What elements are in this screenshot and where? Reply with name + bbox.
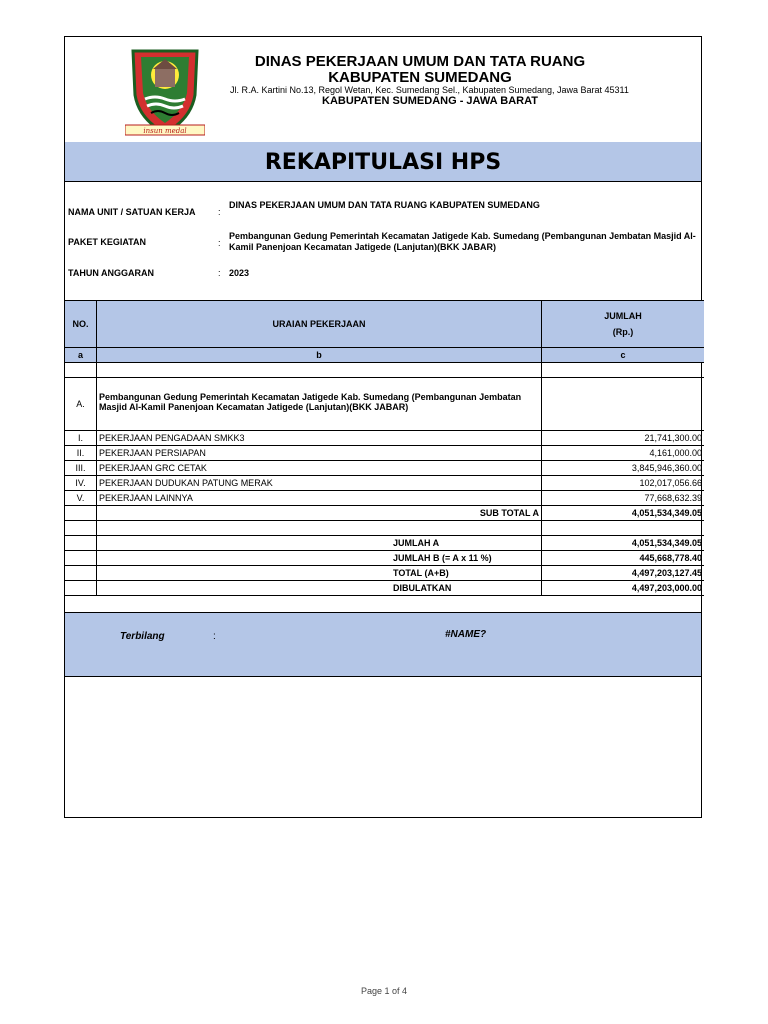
item-amount: 4,161,000.00	[542, 446, 705, 461]
table-row	[65, 446, 704, 461]
item-amount: 21,741,300.00	[542, 431, 705, 446]
index-b: b	[97, 348, 542, 363]
hps-table	[65, 300, 704, 596]
summary-row	[65, 581, 704, 596]
summary-value: 445,668,778.40	[542, 551, 705, 566]
item-amount: 3,845,946,360.00	[542, 461, 705, 476]
unit-label: NAMA UNIT / SATUAN KERJA	[68, 207, 196, 217]
org-address: Jl. R.A. Kartini No.13, Regol Wetan, Kec. Sumedang Sel., Kabupaten Sumedang, Jawa Barat 45311	[230, 85, 629, 95]
paket-value: Pembangunan Gedung Pemerintah Kecamatan Jatigede Kab. Sumedang (Pembangunan Jembatan Masjid Al-Kamil Panenjoan Kecamatan Jatigede (Lanjutan)(BKK JABAR)	[229, 231, 696, 252]
item-name: PEKERJAAN GRC CETAK	[97, 461, 542, 476]
tahun-colon: :	[218, 268, 221, 278]
header-no: NO.	[65, 301, 97, 348]
item-name: PEKERJAAN PERSIAPAN	[97, 446, 542, 461]
spacer-row	[65, 521, 704, 536]
unit-colon: :	[218, 207, 221, 217]
item-no: III.	[65, 461, 97, 476]
table-row	[65, 431, 704, 446]
summary-value: 4,051,534,349.05	[542, 536, 705, 551]
tahun-label: TAHUN ANGGARAN	[68, 268, 154, 278]
terbilang-section	[65, 612, 701, 677]
summary-row	[65, 566, 704, 581]
item-amount: 102,017,056.66	[542, 476, 705, 491]
terbilang-value: #NAME?	[445, 629, 487, 640]
index-c: c	[542, 348, 705, 363]
document-sheet	[64, 36, 702, 818]
table-header-row	[65, 301, 704, 348]
org-name-line1: DINAS PEKERJAAN UMUM DAN TATA RUANG	[254, 53, 586, 70]
item-no: I.	[65, 431, 97, 446]
section-no: A.	[65, 378, 97, 431]
paket-colon: :	[218, 238, 221, 248]
item-no: II.	[65, 446, 97, 461]
unit-value: DINAS PEKERJAAN UMUM DAN TATA RUANG KABUPATEN SUMEDANG	[229, 200, 540, 210]
item-name: PEKERJAAN PENGADAAN SMKK3	[97, 431, 542, 446]
document-title: REKAPITULASI HPS	[65, 142, 701, 182]
table-row	[65, 491, 704, 506]
summary-row	[65, 536, 704, 551]
subtotal-value: 4,051,534,349.05	[542, 506, 705, 521]
header-jumlah-label: JUMLAH	[604, 311, 642, 321]
item-name: PEKERJAAN LAINNYA	[97, 491, 542, 506]
subtotal-row	[65, 506, 704, 521]
summary-value: 4,497,203,127.45	[542, 566, 705, 581]
header-uraian: URAIAN PEKERJAAN	[97, 301, 542, 348]
index-a: a	[65, 348, 97, 363]
item-name: PEKERJAAN DUDUKAN PATUNG MERAK	[97, 476, 542, 491]
item-no: V.	[65, 491, 97, 506]
table-row	[65, 476, 704, 491]
section-row	[65, 378, 704, 431]
subtotal-label: SUB TOTAL A	[97, 506, 542, 521]
sumedang-emblem-logo	[125, 45, 205, 137]
svg-text:insun medal: insun medal	[143, 127, 187, 135]
index-row	[65, 348, 704, 363]
summary-label: TOTAL (A+B)	[97, 566, 542, 581]
section-title: Pembangunan Gedung Pemerintah Kecamatan Jatigede Kab. Sumedang (Pembangunan Jembatan Masjid Al-Kamil Panenjoan Kecamatan Jatigede (Lanjutan)(BKK JABAR)	[97, 378, 542, 431]
letterhead	[65, 37, 701, 143]
summary-label: JUMLAH B (= A x 11 %)	[97, 551, 542, 566]
item-amount: 77,668,632.39	[542, 491, 705, 506]
item-no: IV.	[65, 476, 97, 491]
header-jumlah	[542, 301, 705, 348]
org-region: KABUPATEN SUMEDANG - JAWA BARAT	[322, 95, 538, 107]
terbilang-label: Terbilang	[120, 631, 165, 642]
header-rp-label: (Rp.)	[612, 327, 634, 337]
spacer-row	[65, 363, 704, 378]
table-row	[65, 461, 704, 476]
terbilang-colon: :	[213, 631, 216, 642]
summary-value: 4,497,203,000.00	[542, 581, 705, 596]
summary-label: JUMLAH A	[97, 536, 542, 551]
summary-label: DIBULATKAN	[97, 581, 542, 596]
tahun-value: 2023	[229, 268, 250, 278]
org-name-line2: KABUPATEN SUMEDANG	[328, 69, 512, 86]
page-number: Page 1 of 4	[360, 986, 408, 996]
paket-label: PAKET KEGIATAN	[68, 237, 146, 247]
summary-row	[65, 551, 704, 566]
